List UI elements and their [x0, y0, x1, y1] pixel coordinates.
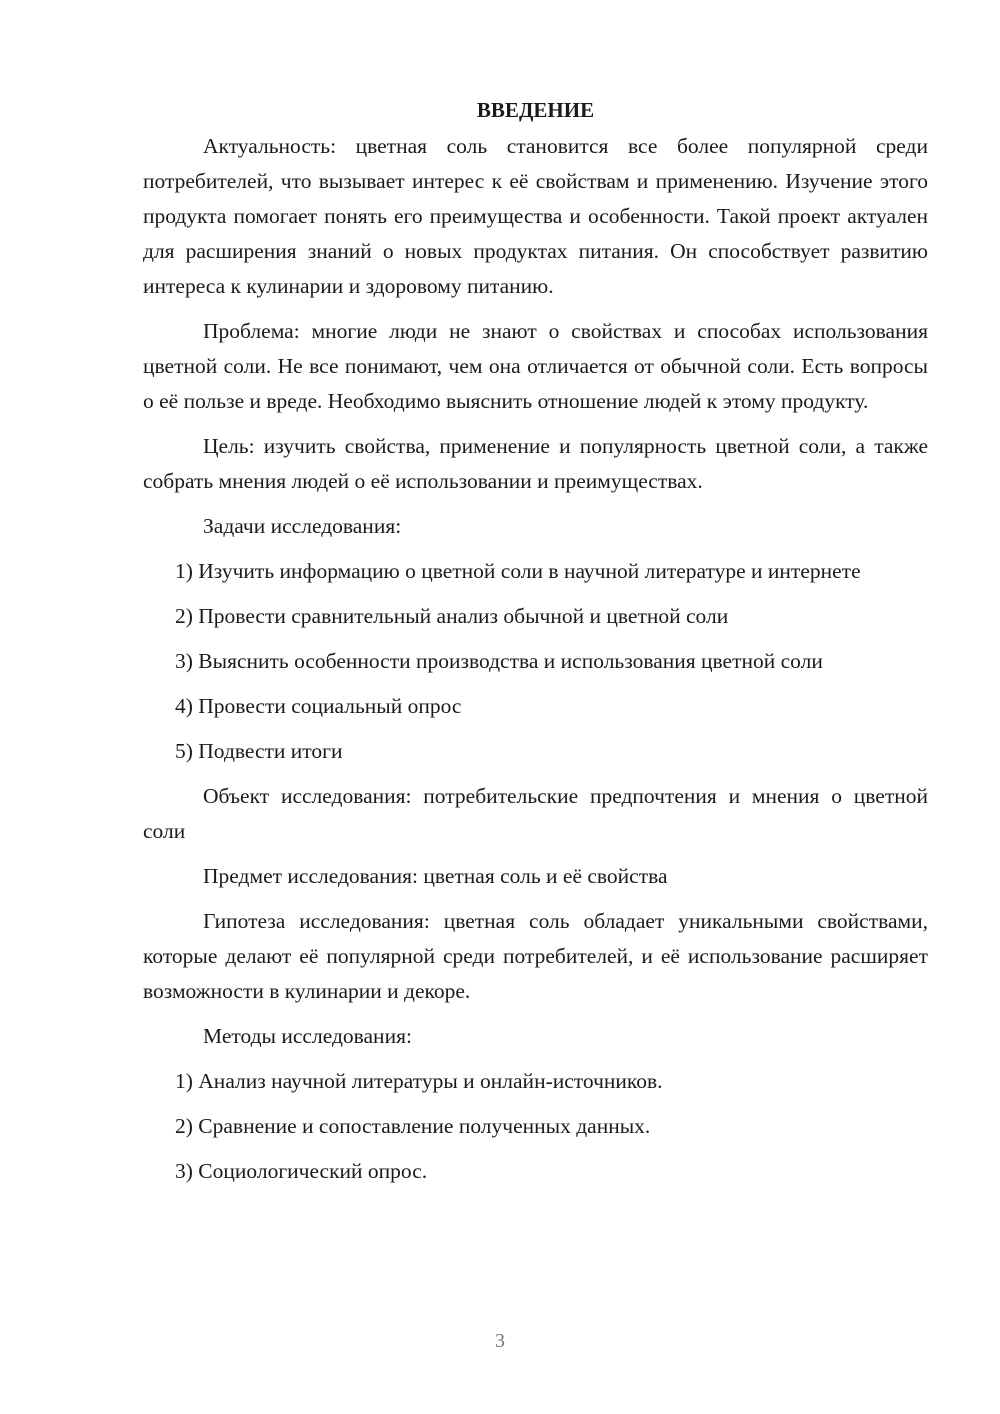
method-item: 2) Сравнение и сопоставление полученных данных.	[175, 1114, 651, 1138]
task-item: 3) Выяснить особенности производства и использования цветной соли	[175, 649, 823, 673]
tasks-heading: Задачи исследования:	[203, 514, 402, 538]
document-page	[143, 95, 928, 1199]
subject-paragraph: Предмет исследования: цветная соль и её свойства	[203, 864, 668, 888]
object-paragraph: Объект исследования: потребительские предпочтения и мнения о цветной соли	[143, 784, 928, 843]
task-item: 5) Подвести итоги	[175, 739, 343, 763]
hypothesis-paragraph: Гипотеза исследования: цветная соль обладает уникальными свойствами, которые делают её популярной среди потребителей, и её использование расширяет возможности в кулинарии и декоре.	[143, 909, 928, 1003]
problem-paragraph: Проблема: многие люди не знают о свойствах и способах использования цветной соли. Не все понимают, чем она отличается от обычной соли. Есть вопросы о её пользе и вреде. Необходимо выяснить отношение людей к этому продукту.	[143, 319, 928, 413]
methods-heading: Методы исследования:	[203, 1024, 412, 1048]
page-number: 3	[495, 1330, 505, 1352]
task-item: 1) Изучить информацию о цветной соли в научной литературе и интернете	[175, 559, 861, 583]
task-item: 2) Провести сравнительный анализ обычной и цветной соли	[175, 604, 729, 628]
relevance-paragraph: Актуальность: цветная соль становится все более популярной среди потребителей, что вызывает интерес к её свойствам и применению. Изучение этого продукта помогает понять его преимущества и особенности. Такой проект актуален для расширения знаний о новых продуктах питания. Он способствует развитию интереса к кулинарии и здоровому питанию.	[143, 134, 928, 298]
goal-paragraph: Цель: изучить свойства, применение и популярность цветной соли, а также собрать мнения людей о её использовании и преимуществах.	[143, 434, 928, 493]
section-title: ВВЕДЕНИЕ	[476, 98, 595, 122]
method-item: 1) Анализ научной литературы и онлайн-источников.	[175, 1069, 663, 1093]
method-item: 3) Социологический опрос.	[175, 1159, 428, 1183]
task-item: 4) Провести социальный опрос	[175, 694, 462, 718]
